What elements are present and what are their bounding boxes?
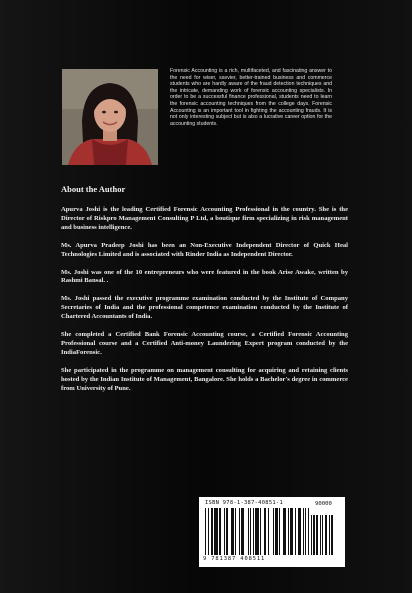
bio-paragraph: She completed a Certified Bank Forensic Accounting course, a Certified Forensic Accounting Professional course and a Certified Anti-money Laundering Expert program conducted by the IndiaForensic. <box>61 331 348 356</box>
isbn-barcode <box>199 497 345 567</box>
price-code: 90000 <box>315 501 332 507</box>
book-blurb: Forensic Accounting is a rich, multifaceted, and fascinating answer to the need for wiser, savvier, better-trained business and commerce students who are hardly aware of the fraud detection techniques and the intricate, demanding work of forensic accounting specialists. In order to be a successful finance professional, students need to learn the forensic accounting techniques from the college days. Forensic Accounting is an important tool in fighting the accounting frauds. It is not only interesting subject but is also a lucrative career option for the accounting students. <box>170 68 332 127</box>
isbn-label: ISBN 978-1-387-40851-1 <box>205 500 283 506</box>
barcode-addon-bars <box>311 508 341 555</box>
author-bio <box>61 206 348 403</box>
barcode-stripe <box>333 515 334 555</box>
author-photo <box>62 69 158 165</box>
bio-paragraph: Apurva Joshi is the leading Certified Forensic Accounting Professional in the country. She is the Director of Riskpro Management Consulting P Ltd, a boutique firm specializing in risk management and business intelligence. <box>61 206 348 231</box>
barcode-digits: 9 781387 408511 <box>203 556 266 562</box>
bio-paragraph: Ms. Joshi passed the executive programme examination conducted by the Institute of Company Secretaries of India and the professional competence examination conducted by the Institute of Chartered Accountants of India. <box>61 295 348 321</box>
author-portrait-image <box>62 69 158 165</box>
about-author-heading: About the Author <box>61 184 126 194</box>
bio-paragraph: Ms. Joshi was one of the 10 entrepreneurs who were featured in the book Arise Awake, written by Rashmi Bansal. . <box>61 268 348 285</box>
bio-paragraph: Ms. Apurva Pradeep Joshi has been an Non-Executive Independent Director of Quick Heal Technologies Limited and is associated with Rinder India as Independent Director. <box>61 241 348 258</box>
barcode-stripe <box>308 508 309 555</box>
barcode-bars <box>205 508 309 555</box>
bio-paragraph: She participated in the programme on management consulting for acquiring and retaining clients hosted by the Indian Institute of Management, Bangalore. She holds a Bachelor's degree in commerce from University of Pune. <box>61 366 348 392</box>
